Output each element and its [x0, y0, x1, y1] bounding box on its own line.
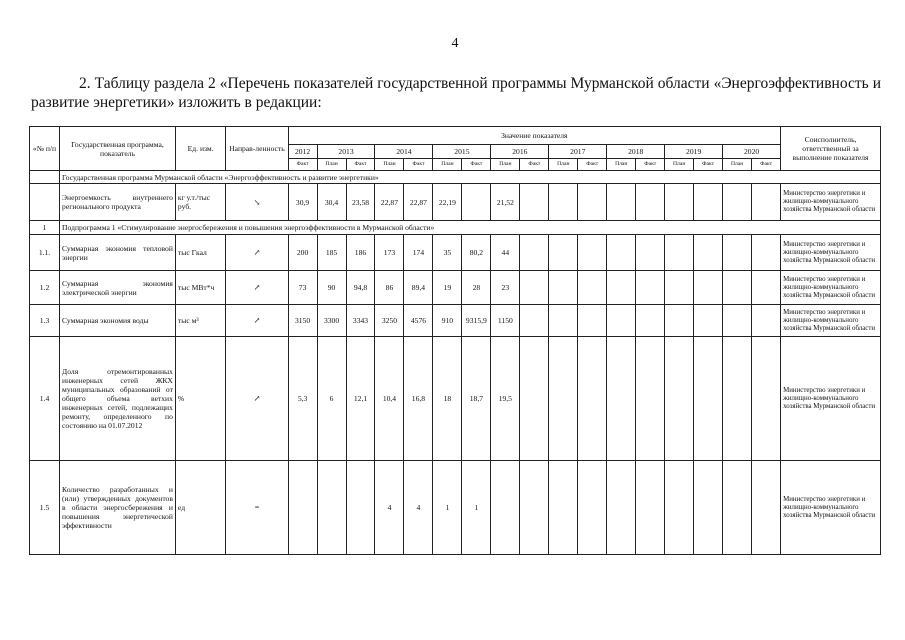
row-num: 1.5	[30, 461, 60, 555]
indicator-unit: тыс Гкал	[175, 235, 225, 271]
fact-header: Факт	[462, 159, 491, 171]
value-cell	[723, 461, 752, 555]
value-cell	[636, 271, 665, 305]
value-cell	[578, 235, 607, 271]
plan-header: План	[607, 159, 636, 171]
value-cell	[636, 461, 665, 555]
value-cell	[607, 184, 636, 221]
responsible-cell: Министерство энергетики и жилищно-коммунального хозяйства Мурманской области	[781, 271, 881, 305]
value-cell	[346, 461, 375, 555]
indicator-name: Доля отремонтированных инженерных сетей ЖКХ муниципальных образований от общего объема ветхих инженерных сетей, подлежащих ремонту, определенного по состоянию на 01.07.2012	[60, 337, 176, 461]
header-name: Государственная программа, показатель	[60, 127, 176, 171]
value-cell: 35	[433, 235, 462, 271]
value-cell: 10,4	[375, 337, 404, 461]
value-cell	[752, 461, 781, 555]
value-cell: 18	[433, 337, 462, 461]
fact-header: Факт	[578, 159, 607, 171]
table-row	[30, 305, 881, 337]
plan-header: План	[665, 159, 694, 171]
value-cell: 173	[375, 235, 404, 271]
direction-mark: =	[226, 461, 288, 555]
value-cell: 3250	[375, 305, 404, 337]
value-cell	[607, 305, 636, 337]
value-cell	[578, 337, 607, 461]
value-cell	[549, 337, 578, 461]
value-cell: 23	[491, 271, 520, 305]
value-cell	[636, 305, 665, 337]
fact-header: Факт	[346, 159, 375, 171]
value-cell	[752, 184, 781, 221]
value-cell	[752, 305, 781, 337]
value-cell	[636, 184, 665, 221]
value-cell: 22,19	[433, 184, 462, 221]
value-cell	[607, 461, 636, 555]
year-2019: 2019	[665, 145, 723, 159]
year-2015: 2015	[433, 145, 491, 159]
year-2017: 2017	[549, 145, 607, 159]
header-direction: Направ-ленность	[226, 127, 288, 171]
value-cell	[288, 461, 317, 555]
value-cell: 89,4	[404, 271, 433, 305]
header-num: «№ п/п	[30, 127, 60, 171]
responsible-cell: Министерство энергетики и жилищно-коммунального хозяйства Мурманской области	[781, 184, 881, 221]
plan-header: План	[317, 159, 346, 171]
value-cell: 174	[404, 235, 433, 271]
value-cell: 21,52	[491, 184, 520, 221]
value-cell	[752, 337, 781, 461]
value-cell	[723, 337, 752, 461]
direction-mark: ↗	[226, 271, 288, 305]
direction-mark: ↗	[226, 305, 288, 337]
value-cell	[694, 305, 723, 337]
value-cell: 22,87	[404, 184, 433, 221]
value-cell: 185	[317, 235, 346, 271]
value-cell	[520, 271, 549, 305]
value-cell	[694, 337, 723, 461]
value-cell	[317, 461, 346, 555]
indicator-unit: ед	[175, 461, 225, 555]
value-cell	[549, 184, 578, 221]
year-2016: 2016	[491, 145, 549, 159]
value-cell	[549, 271, 578, 305]
value-cell: 22,87	[375, 184, 404, 221]
value-cell	[520, 235, 549, 271]
direction-mark: ↗	[226, 235, 288, 271]
value-cell: 1	[433, 461, 462, 555]
value-cell	[752, 271, 781, 305]
header-unit: Ед. изм.	[175, 127, 225, 171]
row-num: 1.3	[30, 305, 60, 337]
value-cell	[549, 305, 578, 337]
fact-header: Факт	[694, 159, 723, 171]
value-cell: 4576	[404, 305, 433, 337]
value-cell	[665, 337, 694, 461]
value-cell	[462, 184, 491, 221]
value-cell	[694, 184, 723, 221]
fact-header: Факт	[520, 159, 549, 171]
value-cell: 19,5	[491, 337, 520, 461]
row-num: 1.2	[30, 271, 60, 305]
indicator-unit: кг у.т./тыс руб.	[175, 184, 225, 221]
subprogram-title: Подпрограмма 1 «Стимулирование энергосбережения и повышения энергоэффективности в Мурманской области»	[60, 221, 881, 235]
value-cell	[491, 461, 520, 555]
value-cell	[723, 235, 752, 271]
value-cell	[520, 337, 549, 461]
plan-header: План	[549, 159, 578, 171]
value-cell	[520, 184, 549, 221]
value-cell: 30,4	[317, 184, 346, 221]
value-cell: 910	[433, 305, 462, 337]
value-cell	[723, 184, 752, 221]
value-cell: 44	[491, 235, 520, 271]
value-cell	[578, 184, 607, 221]
plan-header: План	[375, 159, 404, 171]
responsible-cell: Министерство энергетики и жилищно-коммунального хозяйства Мурманской области	[781, 461, 881, 555]
value-cell: 94,8	[346, 271, 375, 305]
responsible-cell: Министерство энергетики и жилищно-коммунального хозяйства Мурманской области	[781, 337, 881, 461]
year-2014: 2014	[375, 145, 433, 159]
subprogram-num: 1	[30, 221, 60, 235]
program-num-cell	[30, 171, 60, 184]
value-cell	[520, 305, 549, 337]
program-title: Государственная программа Мурманской области «Энергоэффективность и развитие энергетики»	[60, 171, 881, 184]
value-cell: 200	[288, 235, 317, 271]
value-cell: 186	[346, 235, 375, 271]
value-cell	[578, 305, 607, 337]
value-cell: 19	[433, 271, 462, 305]
value-cell	[723, 271, 752, 305]
direction-mark: ↘	[226, 184, 288, 221]
indicator-unit: тыс м³	[175, 305, 225, 337]
value-cell: 86	[375, 271, 404, 305]
value-cell	[578, 461, 607, 555]
value-cell	[665, 184, 694, 221]
responsible-cell: Министерство энергетики и жилищно-коммунального хозяйства Мурманской области	[781, 305, 881, 337]
value-cell: 18,7	[462, 337, 491, 461]
responsible-cell: Министерство энергетики и жилищно-коммунального хозяйства Мурманской области	[781, 235, 881, 271]
value-cell	[636, 235, 665, 271]
value-cell	[665, 305, 694, 337]
year-2020: 2020	[723, 145, 781, 159]
plan-header: План	[723, 159, 752, 171]
value-cell	[607, 337, 636, 461]
header-responsible: Соисполнитель, ответственный за выполнение показателя	[781, 127, 881, 171]
value-cell	[694, 461, 723, 555]
table-row	[30, 271, 881, 305]
value-cell	[694, 271, 723, 305]
value-cell	[752, 235, 781, 271]
year-2012: 2012	[288, 145, 317, 159]
value-cell	[723, 305, 752, 337]
row-num	[30, 184, 60, 221]
value-cell: 4	[404, 461, 433, 555]
value-cell	[665, 235, 694, 271]
value-cell: 9315,9	[462, 305, 491, 337]
value-cell	[694, 235, 723, 271]
value-cell: 30,9	[288, 184, 317, 221]
year-2013: 2013	[317, 145, 375, 159]
indicator-name: Суммарная экономия тепловой энергии	[60, 235, 176, 271]
row-num: 1.1.	[30, 235, 60, 271]
row-num: 1.4	[30, 337, 60, 461]
page-number: 4	[451, 36, 459, 51]
value-cell	[520, 461, 549, 555]
table-row	[30, 337, 881, 461]
year-2018: 2018	[607, 145, 665, 159]
value-cell: 1150	[491, 305, 520, 337]
indicator-unit: %	[175, 337, 225, 461]
value-cell: 80,2	[462, 235, 491, 271]
indicator-name: Суммарная экономия электрической энергии	[60, 271, 176, 305]
value-cell	[607, 235, 636, 271]
fact-header: Факт	[404, 159, 433, 171]
value-cell: 23,58	[346, 184, 375, 221]
value-cell: 28	[462, 271, 491, 305]
indicator-name: Энергоемкость внутреннего регионального продукта	[60, 184, 176, 221]
table-row	[30, 461, 881, 555]
plan-header: План	[491, 159, 520, 171]
indicator-name: Количество разработанных и (или) утвержденных документов в области энергосбережения и повышения энергетической эффективности	[60, 461, 176, 555]
direction-mark: ↗	[226, 337, 288, 461]
value-cell: 16,8	[404, 337, 433, 461]
value-cell: 5,3	[288, 337, 317, 461]
value-cell: 73	[288, 271, 317, 305]
fact-header: Факт	[636, 159, 665, 171]
value-cell	[549, 461, 578, 555]
value-cell	[607, 271, 636, 305]
value-cell: 3150	[288, 305, 317, 337]
value-cell: 90	[317, 271, 346, 305]
value-cell: 4	[375, 461, 404, 555]
value-cell: 12,1	[346, 337, 375, 461]
indicator-name: Суммарная экономия воды	[60, 305, 176, 337]
intro-paragraph: 2. Таблицу раздела 2 «Перечень показателей государственной программы Мурманской области «Энергоэффективность и развитие энергетики» изложить в редакции:	[31, 75, 881, 111]
plan-header: План	[433, 159, 462, 171]
fact-header: Факт	[752, 159, 781, 171]
value-cell: 6	[317, 337, 346, 461]
indicators-table	[29, 126, 881, 555]
table-row	[30, 235, 881, 271]
value-cell	[549, 235, 578, 271]
value-cell: 3300	[317, 305, 346, 337]
fact-header: Факт	[288, 159, 317, 171]
value-cell	[665, 461, 694, 555]
value-cell	[578, 271, 607, 305]
value-cell	[636, 337, 665, 461]
value-cell	[665, 271, 694, 305]
value-cell: 3343	[346, 305, 375, 337]
indicator-unit: тыс МВт*ч	[175, 271, 225, 305]
value-cell: 1	[462, 461, 491, 555]
header-value: Значение показателя	[288, 127, 781, 145]
